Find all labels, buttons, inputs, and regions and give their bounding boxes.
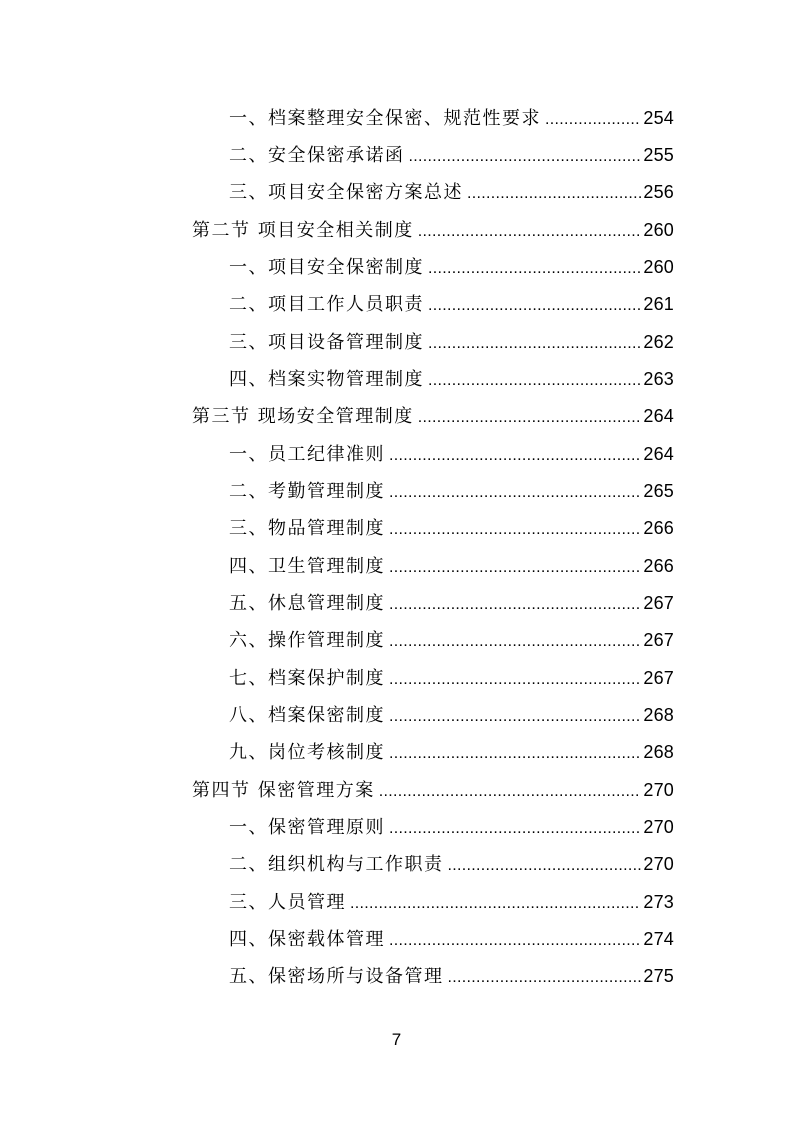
dot-leader <box>428 250 641 287</box>
dot-leader <box>467 175 641 212</box>
toc-entry-title: 第三节 现场安全管理制度 <box>192 406 414 427</box>
dot-leader <box>448 959 642 996</box>
toc-entry-page: 268 <box>643 705 674 725</box>
dot-leader <box>428 325 641 362</box>
toc-entry-page: 264 <box>643 406 674 426</box>
dot-leader <box>389 735 641 772</box>
toc-entry-page: 270 <box>643 780 674 800</box>
toc-entry[interactable] <box>229 137 674 174</box>
toc-entry-title: 五、休息管理制度 <box>229 593 385 614</box>
toc-entry[interactable] <box>229 324 674 361</box>
toc-entry[interactable] <box>229 809 674 846</box>
toc-entry-title: 七、档案保护制度 <box>229 668 385 689</box>
toc-entry-page: 275 <box>643 966 674 986</box>
toc-entry-page: 266 <box>643 518 674 538</box>
dot-leader <box>389 549 641 586</box>
toc-entry-title: 四、保密载体管理 <box>229 929 385 950</box>
toc-entry[interactable] <box>229 622 674 659</box>
toc-entry-title: 八、档案保密制度 <box>229 705 385 726</box>
toc-entry-page: 274 <box>643 929 674 949</box>
toc-entry-page: 268 <box>643 742 674 762</box>
dot-leader <box>418 213 642 250</box>
toc-entry-title: 三、人员管理 <box>229 892 346 913</box>
toc-entry-page: 260 <box>643 220 674 240</box>
toc-entry[interactable] <box>229 286 674 323</box>
toc-entry-page: 270 <box>643 817 674 837</box>
toc-entry-title: 一、项目安全保密制度 <box>229 257 424 278</box>
dot-leader <box>428 287 641 324</box>
toc-entry-title: 第二节 项目安全相关制度 <box>192 220 414 241</box>
toc-entry-title: 二、考勤管理制度 <box>229 481 385 502</box>
toc-entry[interactable] <box>229 846 674 883</box>
toc-entry-page: 260 <box>643 257 674 277</box>
toc-entry-title: 二、项目工作人员职责 <box>229 294 424 315</box>
toc-entry-page: 256 <box>643 182 674 202</box>
toc-section-entry[interactable] <box>192 772 674 809</box>
toc-entry[interactable] <box>229 884 674 921</box>
toc-entry-title: 一、员工纪律准则 <box>229 444 385 465</box>
toc-entry[interactable] <box>229 921 674 958</box>
dot-leader <box>389 474 641 511</box>
toc-entry-title: 五、保密场所与设备管理 <box>229 966 444 987</box>
toc-entry-page: 267 <box>643 668 674 688</box>
toc-entry[interactable] <box>229 585 674 622</box>
toc-entry-page: 266 <box>643 556 674 576</box>
toc-entry[interactable] <box>229 548 674 585</box>
toc-entry[interactable] <box>229 734 674 771</box>
dot-leader <box>409 138 642 175</box>
dot-leader <box>545 101 641 138</box>
toc-entry[interactable] <box>229 697 674 734</box>
toc-entry[interactable] <box>229 361 674 398</box>
dot-leader <box>389 437 641 474</box>
dot-leader <box>389 511 641 548</box>
dot-leader <box>389 661 641 698</box>
toc-entry-title: 二、组织机构与工作职责 <box>229 854 444 875</box>
toc-entry[interactable] <box>229 249 674 286</box>
toc-entry-title: 四、档案实物管理制度 <box>229 369 424 390</box>
toc-entry-title: 三、项目安全保密方案总述 <box>229 182 463 203</box>
toc-entry-title: 六、操作管理制度 <box>229 630 385 651</box>
toc-entry[interactable] <box>229 958 674 995</box>
toc-entry[interactable] <box>229 100 674 137</box>
toc-entry-title: 二、安全保密承诺函 <box>229 145 405 166</box>
toc-entry-page: 255 <box>643 145 674 165</box>
dot-leader <box>389 810 641 847</box>
toc-entry-page: 254 <box>643 108 674 128</box>
toc-entry[interactable] <box>229 436 674 473</box>
dot-leader <box>428 362 641 399</box>
toc-entry-page: 263 <box>643 369 674 389</box>
toc-entry-title: 三、项目设备管理制度 <box>229 332 424 353</box>
dot-leader <box>389 586 641 623</box>
dot-leader <box>389 922 641 959</box>
toc-entry-page: 267 <box>643 630 674 650</box>
toc-entry-title: 第四节 保密管理方案 <box>192 780 375 801</box>
toc-entry-page: 273 <box>643 892 674 912</box>
page-number: 7 <box>391 1030 402 1049</box>
toc-entry-title: 三、物品管理制度 <box>229 518 385 539</box>
toc-entry-page: 270 <box>643 854 674 874</box>
toc-entry-title: 九、岗位考核制度 <box>229 742 385 763</box>
toc-entry[interactable] <box>229 174 674 211</box>
toc-section-entry[interactable] <box>192 212 674 249</box>
toc-entry[interactable] <box>229 510 674 547</box>
toc-entry-title: 四、卫生管理制度 <box>229 556 385 577</box>
toc-entry[interactable] <box>229 660 674 697</box>
dot-leader <box>448 847 642 884</box>
dot-leader <box>389 698 641 735</box>
dot-leader <box>350 885 641 922</box>
toc-entry-page: 265 <box>643 481 674 501</box>
toc-entry-title: 一、保密管理原则 <box>229 817 385 838</box>
toc-entry[interactable] <box>229 473 674 510</box>
toc-entry-page: 261 <box>643 294 674 314</box>
toc-entry-page: 264 <box>643 444 674 464</box>
dot-leader <box>389 623 641 660</box>
toc-entry-page: 262 <box>643 332 674 352</box>
toc-entry-page: 267 <box>643 593 674 613</box>
toc-section-entry[interactable] <box>192 398 674 435</box>
dot-leader <box>418 399 642 436</box>
dot-leader <box>379 773 642 810</box>
toc-entry-title: 一、档案整理安全保密、规范性要求 <box>229 108 541 129</box>
